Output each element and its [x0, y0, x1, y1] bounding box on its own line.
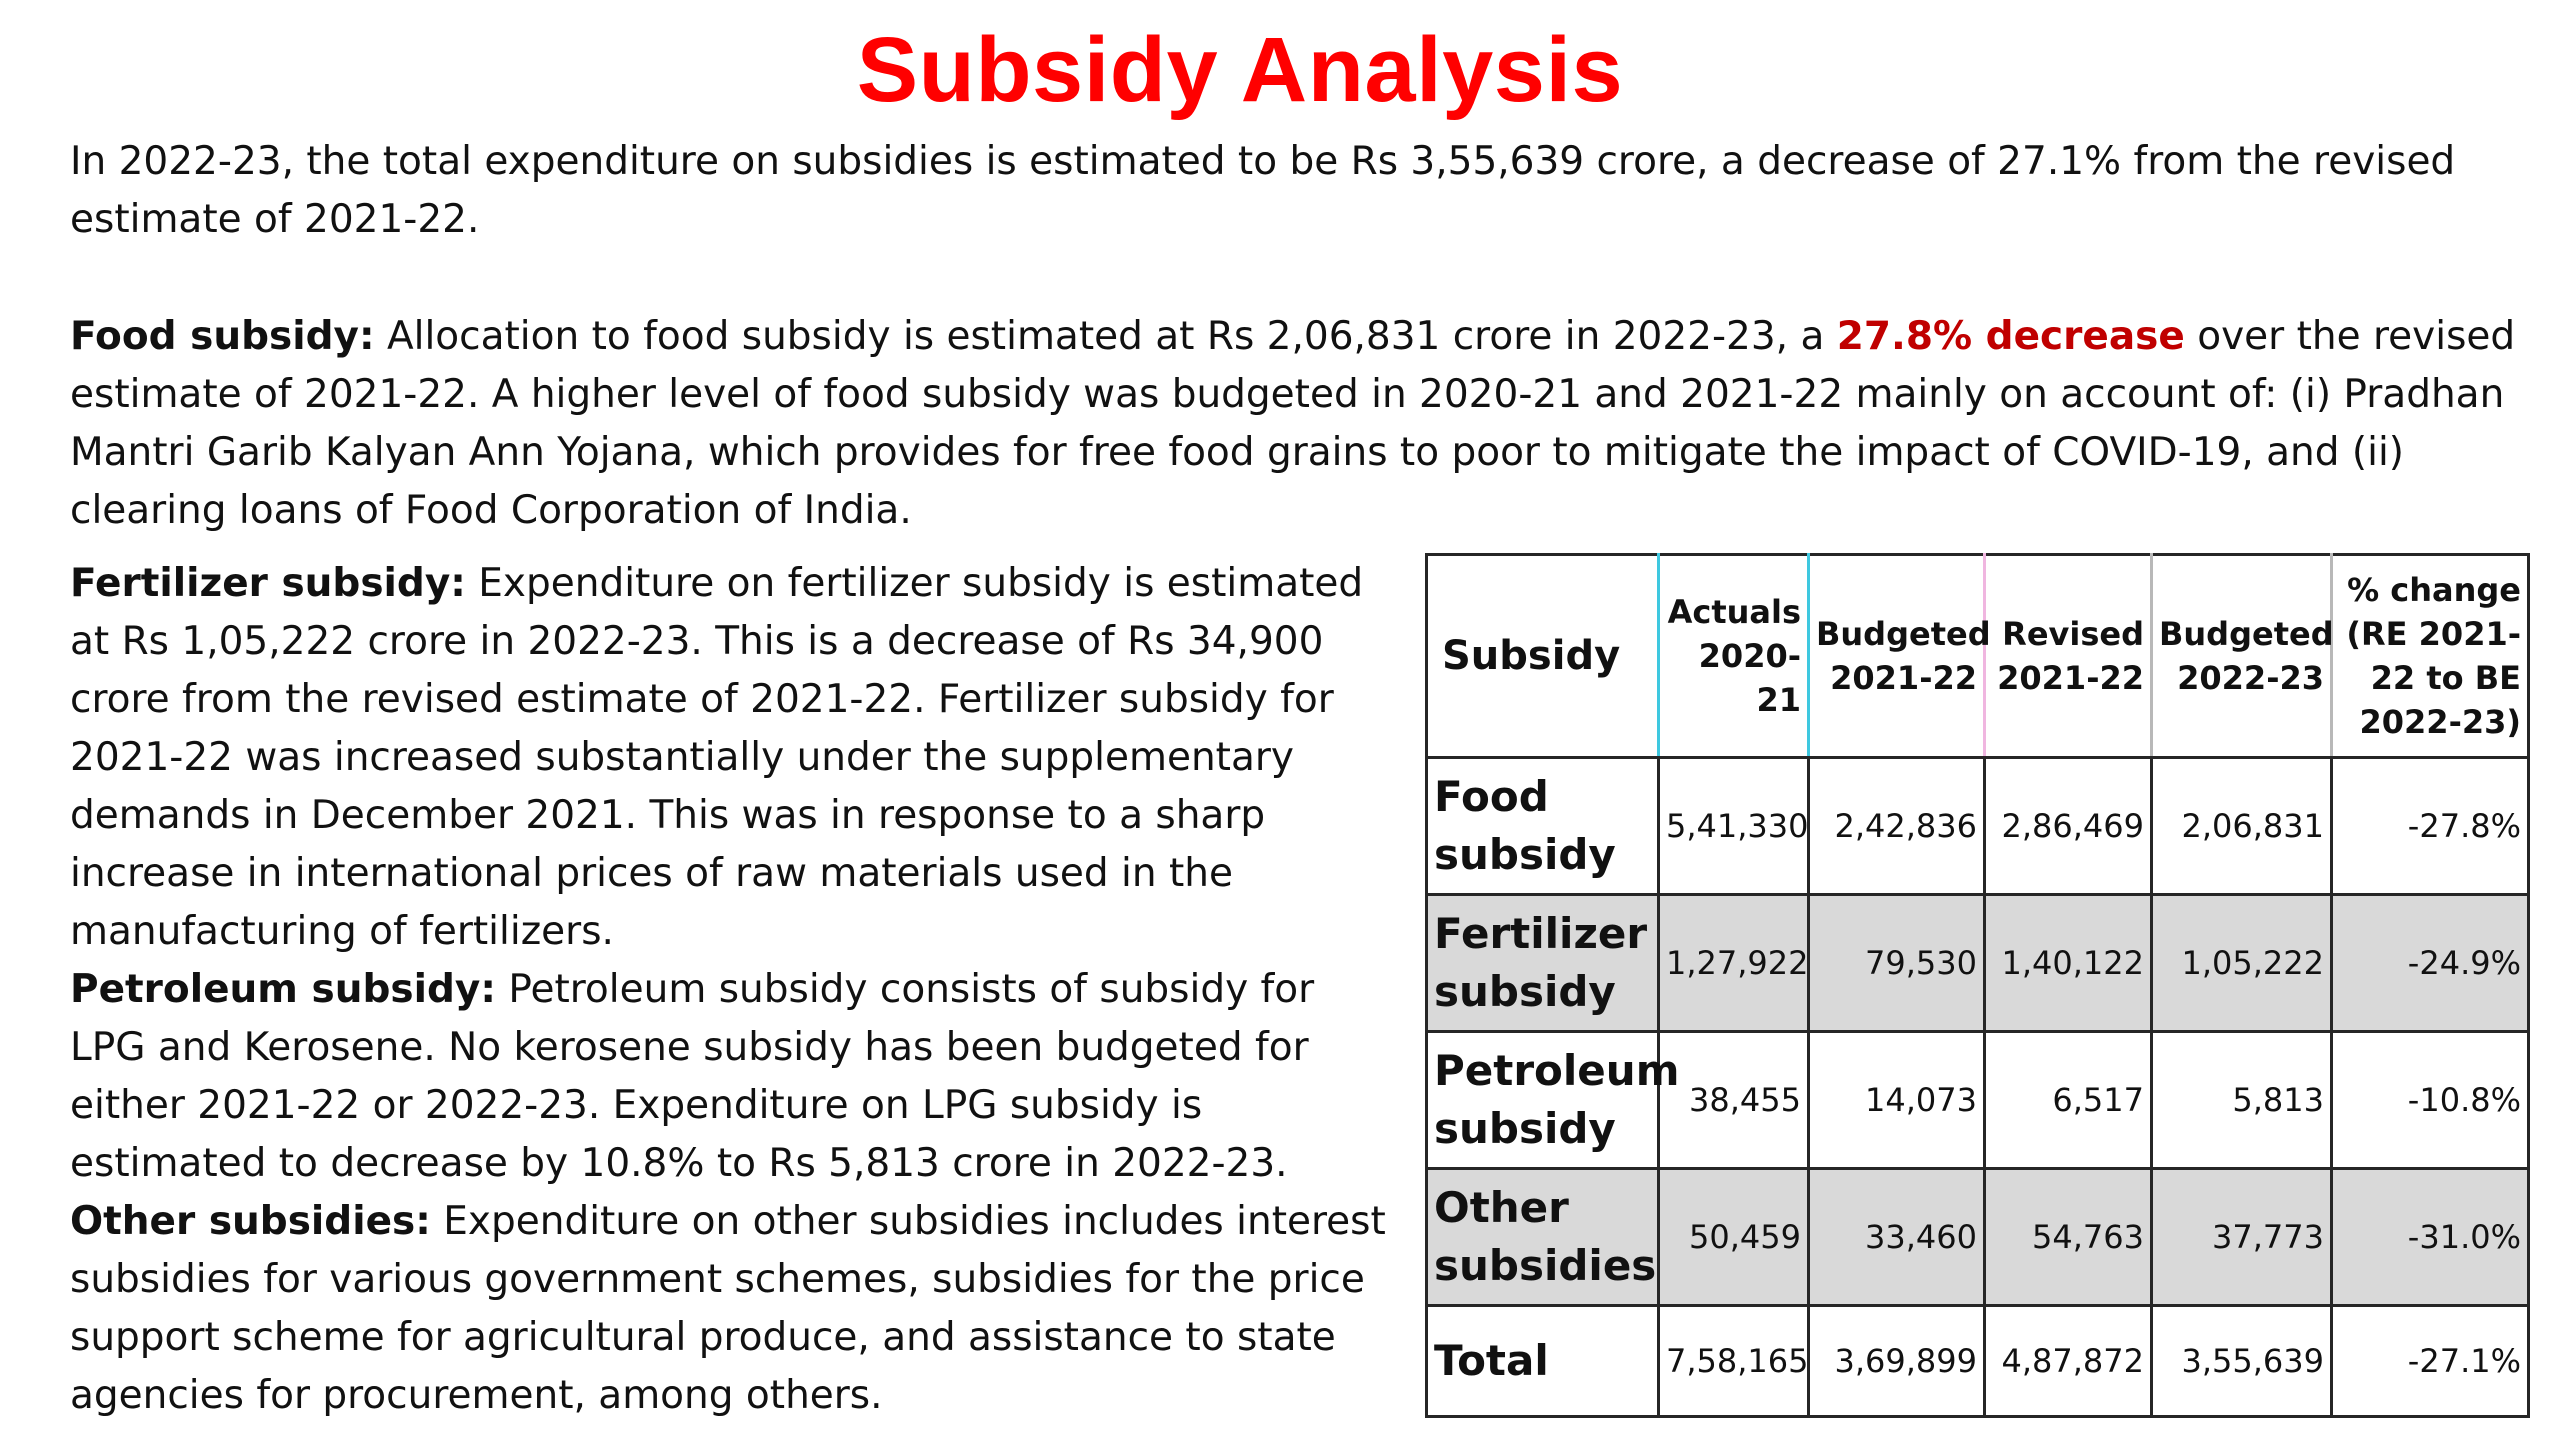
cell-actuals: 5,41,330 — [1659, 758, 1809, 895]
cell-change: -27.1% — [2332, 1306, 2529, 1417]
cell-budgeted-2021-22: 3,69,899 — [1809, 1306, 1985, 1417]
table-header-row — [1427, 555, 2529, 758]
header-percent-change: % change (RE 2021- 22 to BE 2022-23) — [2332, 555, 2529, 758]
row-name: Total — [1427, 1306, 1659, 1417]
cell-budgeted-2021-22: 14,073 — [1809, 1032, 1985, 1169]
food-subsidy-label: Food subsidy: — [70, 314, 375, 359]
cell-revised: 54,763 — [1985, 1169, 2152, 1306]
food-subsidy-text-before: Allocation to food subsidy is estimated at Rs 2,06,831 crore in 2022-23, a — [374, 314, 1837, 359]
header-budgeted-2022-23: Budgeted 2022-23 — [2152, 555, 2332, 758]
table-row-fertilizer — [1427, 895, 2529, 1032]
cell-change: -31.0% — [2332, 1169, 2529, 1306]
left-column — [70, 555, 1390, 1425]
cell-change: -27.8% — [2332, 758, 2529, 895]
fertilizer-subsidy-label: Fertilizer subsidy: — [70, 561, 466, 606]
cell-actuals: 38,455 — [1659, 1032, 1809, 1169]
cell-budgeted-2022-23: 5,813 — [2152, 1032, 2332, 1169]
other-subsidies-paragraph — [70, 1193, 1390, 1425]
table-row-total — [1427, 1306, 2529, 1417]
cell-budgeted-2022-23: 37,773 — [2152, 1169, 2332, 1306]
fertilizer-subsidy-paragraph — [70, 555, 1390, 961]
header-budgeted-2021-22: Budgeted 2021-22 — [1809, 555, 1985, 758]
food-subsidy-highlight: 27.8% decrease — [1836, 314, 2185, 359]
cell-budgeted-2022-23: 1,05,222 — [2152, 895, 2332, 1032]
table-row-other — [1427, 1169, 2529, 1306]
other-subsidies-text: Expenditure on other subsidies includes interest subsidies for various government schemes, subsidies for the price support scheme for agricultural produce, and assistance to state agencies for procurement, among others. — [70, 1199, 1386, 1418]
header-actuals-2020-21: Actuals 2020-21 — [1659, 555, 1809, 758]
page-title: Subsidy Analysis — [856, 19, 1624, 121]
cell-budgeted-2021-22: 2,42,836 — [1809, 758, 1985, 895]
petroleum-subsidy-label: Petroleum subsidy: — [70, 967, 496, 1012]
header-subsidy: Subsidy — [1427, 555, 1659, 758]
petroleum-subsidy-paragraph — [70, 961, 1390, 1193]
cell-revised: 1,40,122 — [1985, 895, 2152, 1032]
cell-revised: 4,87,872 — [1985, 1306, 2152, 1417]
petroleum-subsidy-text: Petroleum subsidy consists of subsidy for LPG and Kerosene. No kerosene subsidy has been budgeted for either 2021-22 or 2022-23. Expenditure on LPG subsidy is estimated to decrease by 10.8% to Rs 5,813 crore in 2022-23. — [70, 967, 1315, 1186]
cell-revised: 6,517 — [1985, 1032, 2152, 1169]
header-revised-2021-22: Revised 2021-22 — [1985, 555, 2152, 758]
row-name: Petroleum subsidy — [1427, 1032, 1659, 1169]
intro-paragraph: In 2022-23, the total expenditure on subsidies is estimated to be Rs 3,55,639 crore, a decrease of 27.1% from the revised estimate of 2021-22. — [70, 139, 2456, 242]
cell-budgeted-2021-22: 79,530 — [1809, 895, 1985, 1032]
fertilizer-subsidy-text: Expenditure on fertilizer subsidy is estimated at Rs 1,05,222 crore in 2022-23. This is a decrease of Rs 34,900 crore from the revised estimate of 2021-22. Fertilizer subsidy for 2021-22 was increased substantially under the supplementary demands in December 2021. This was in response to a sharp increase in international prices of raw materials used in the manufacturing of fertilizers. — [70, 561, 1364, 954]
cell-actuals: 7,58,165 — [1659, 1306, 1809, 1417]
food-subsidy-text-after: over the revised estimate of 2021-22. A higher level of food subsidy was budgeted in 2020-21 and 2021-22 mainly on account of: (i) Pradhan Mantri Garib Kalyan Ann Yojana, which provides for free food grains to poor to mitigate the impact of COVID-19, and (ii) clearing loans of Food Corporation of India. — [70, 314, 2516, 533]
table-row-petroleum — [1427, 1032, 2529, 1169]
subsidy-table — [1425, 553, 2530, 1418]
food-subsidy-paragraph — [70, 308, 2540, 540]
table-row-food — [1427, 758, 2529, 895]
cell-actuals: 1,27,922 — [1659, 895, 1809, 1032]
row-name: Fertilizer subsidy — [1427, 895, 1659, 1032]
cell-change: -10.8% — [2332, 1032, 2529, 1169]
cell-change: -24.9% — [2332, 895, 2529, 1032]
cell-budgeted-2022-23: 3,55,639 — [2152, 1306, 2332, 1417]
cell-budgeted-2021-22: 33,460 — [1809, 1169, 1985, 1306]
cell-actuals: 50,459 — [1659, 1169, 1809, 1306]
cell-revised: 2,86,469 — [1985, 758, 2152, 895]
other-subsidies-label: Other subsidies: — [70, 1199, 431, 1244]
row-name: Other subsidies — [1427, 1169, 1659, 1306]
cell-budgeted-2022-23: 2,06,831 — [2152, 758, 2332, 895]
row-name: Food subsidy — [1427, 758, 1659, 895]
